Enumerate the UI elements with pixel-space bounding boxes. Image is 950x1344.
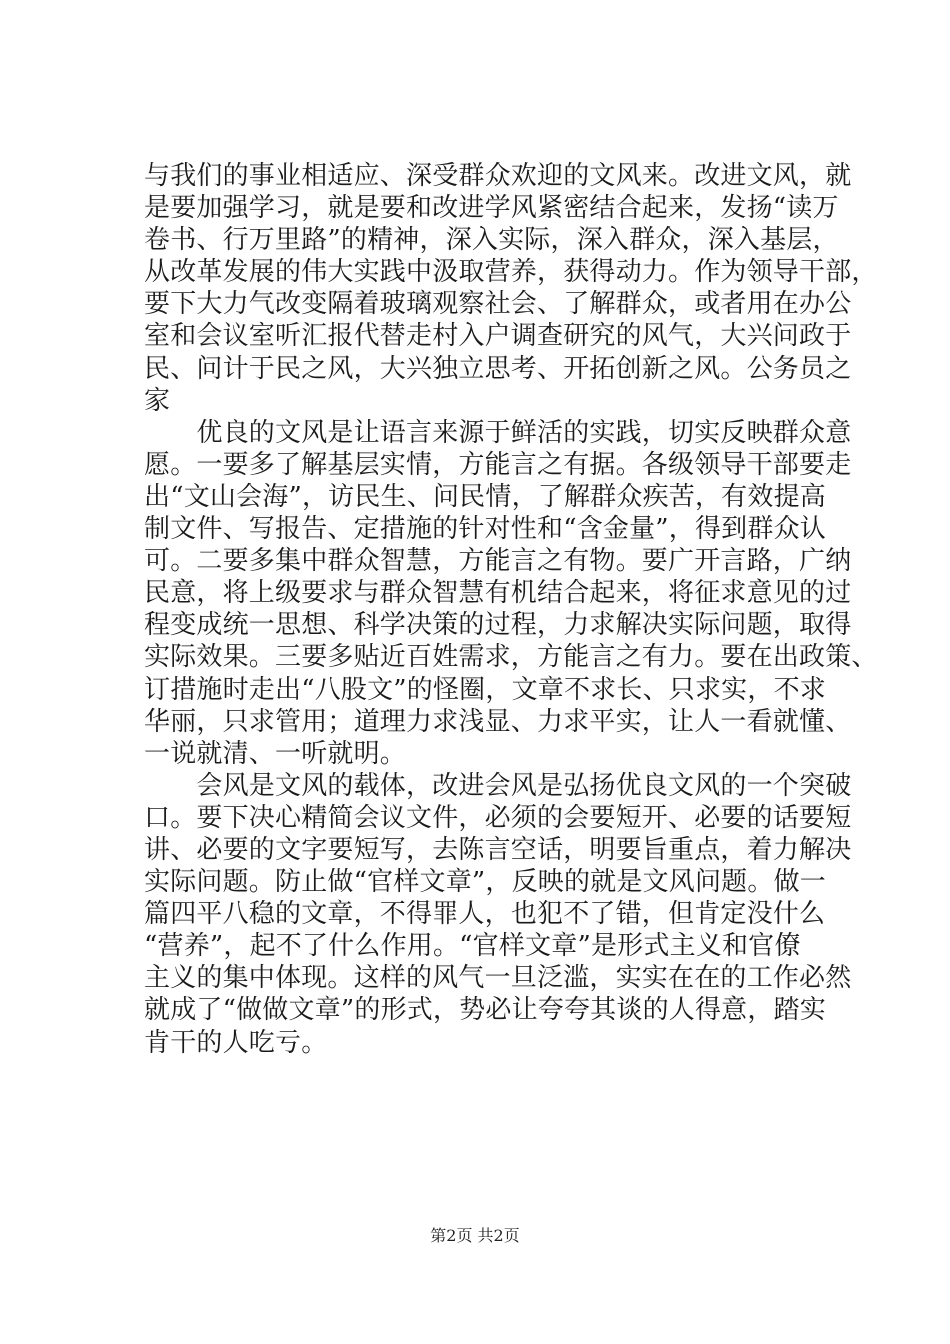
text-line: 要下大力气改变隔着玻璃观察社会、了解群众，或者用在办公 xyxy=(144,289,852,320)
page-number-footer: 第2页 共2页 xyxy=(430,1226,520,1245)
text-line: 就成了“做做文章”的形式，势必让夸夸其谈的人得意，踏实 xyxy=(144,995,826,1026)
text-line: 从改革发展的伟大实践中汲取营养，获得动力。作为领导干部， xyxy=(144,257,878,288)
text-line: 实际问题。防止做“官样文章”，反映的就是文风问题。做一 xyxy=(144,867,826,898)
text-line: 篇四平八稳的文章，不得罪人，也犯不了错，但肯定没什么 xyxy=(144,899,826,930)
text-line: 民意，将上级要求与群众智慧有机结合起来，将征求意见的过 xyxy=(144,578,852,609)
text-line: 愿。一要多了解基层实情，方能言之有据。各级领导干部要走 xyxy=(144,449,852,480)
text-line: 实际效果。三要多贴近百姓需求，方能言之有力。要在出政策、 xyxy=(144,642,878,673)
text-line: 可。二要多集中群众智慧，方能言之有物。要广开言路，广纳 xyxy=(144,546,852,577)
text-line: 订措施时走出“八股文”的怪圈，文章不求长、只求实，不求 xyxy=(144,674,826,705)
text-line: 华丽，只求管用；道理力求浅显、力求平实，让人一看就懂、 xyxy=(144,706,852,737)
body-text xyxy=(144,160,878,1059)
text-line: 室和会议室听汇报代替走村入户调查研究的风气，大兴问政于 xyxy=(144,321,852,352)
text-line: 卷书、行万里路”的精神，深入实际，深入群众，深入基层， xyxy=(144,225,839,256)
text-line: 与我们的事业相适应、深受群众欢迎的文风来。改进文风，就 xyxy=(144,161,852,191)
text-line: 口。要下决心精简会议文件，必须的会要短开、必要的话要短 xyxy=(144,802,852,833)
text-line: 是要加强学习，就是要和改进学风紧密结合起来，发扬“读万 xyxy=(144,193,839,224)
text-line: 程变成统一思想、科学决策的过程，力求解决实际问题，取得 xyxy=(144,610,852,641)
text-line: 出“文山会海”，访民生、问民情，了解群众疾苦，有效提高 xyxy=(144,481,826,512)
text-line: 讲、必要的文字要短写，去陈言空话，明要旨重点，着力解决 xyxy=(144,834,852,865)
text-line: “营养”，起不了什么作用。“官样文章”是形式主义和官僚 xyxy=(144,931,801,962)
text-line: 民、问计于民之风，大兴独立思考、开拓创新之风。公务员之 xyxy=(144,353,852,384)
text-line: 会风是文风的载体，改进会风是弘扬优良文风的一个突破 xyxy=(144,770,852,801)
text-line: 主义的集中体现。这样的风气一旦泛滥，实实在在的工作必然 xyxy=(144,963,852,994)
text-line: 一说就清、一听就明。 xyxy=(144,738,407,769)
text-line: 家 xyxy=(144,385,171,416)
text-line: 肯干的人吃亏。 xyxy=(144,1027,328,1058)
text-line: 制文件、写报告、定措施的针对性和“含金量”，得到群众认 xyxy=(144,514,826,545)
text-line: 优良的文风是让语言来源于鲜活的实践，切实反映群众意 xyxy=(144,417,852,448)
